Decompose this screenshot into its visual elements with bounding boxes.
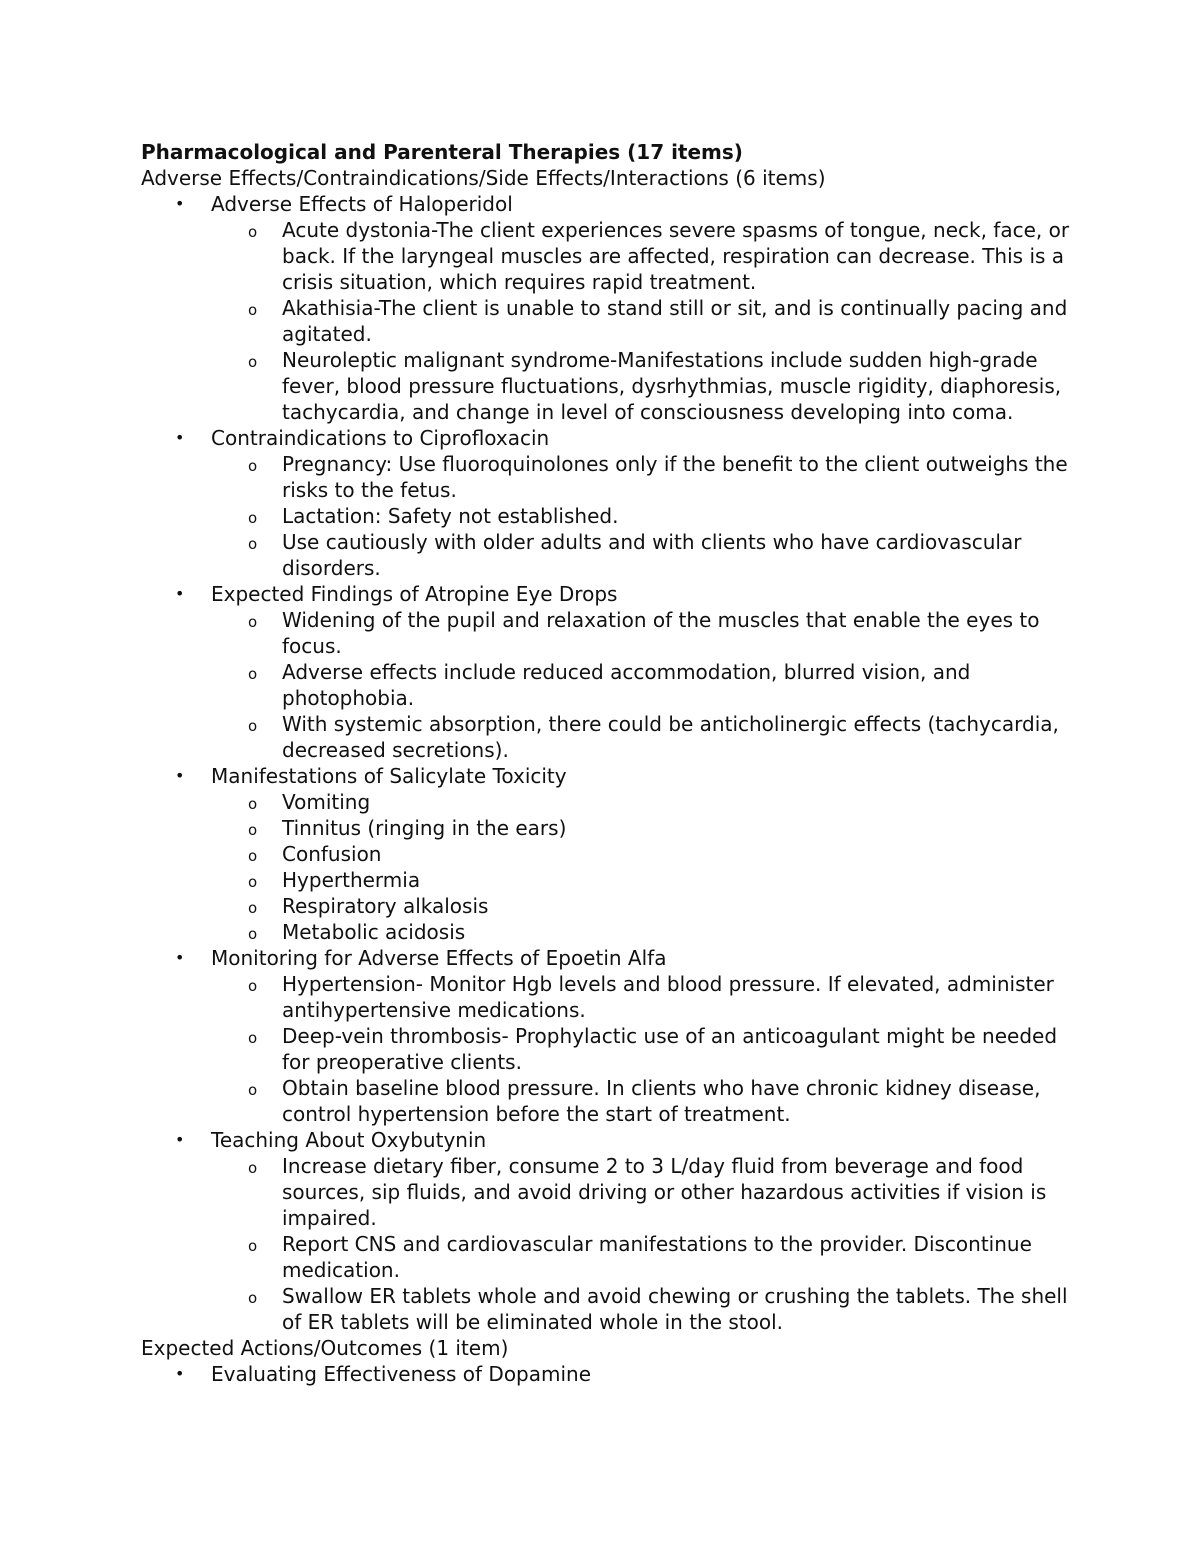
subitem-text: Acute dystonia-The client experiences severe spasms of tongue, neck, face, or back. If the laryngeal muscles are affected, respiration can decrease. This is a crisis situation, which requires rapid treatment. [282, 218, 1070, 294]
bullet-dot-icon: • [175, 766, 185, 785]
bullet-circle-icon: o [248, 301, 258, 319]
bullet-circle-icon: o [248, 1029, 258, 1047]
subitem-text: Obtain baseline blood pressure. In clients who have chronic kidney disease, control hypertension before the start of treatment. [282, 1076, 1041, 1126]
subitem [248, 815, 1071, 841]
subitem [248, 451, 1071, 503]
bullet-circle-icon: o [248, 613, 258, 631]
bullet-dot-icon: • [175, 1364, 185, 1383]
subitem [248, 919, 1071, 945]
bullet-circle-icon: o [248, 353, 258, 371]
bullet-circle-icon: o [248, 1237, 258, 1255]
subitem [248, 711, 1071, 763]
subitem-list [211, 1153, 1071, 1335]
subitem-text: Adverse effects include reduced accommodation, blurred vision, and photophobia. [282, 660, 971, 710]
bullet-circle-icon: o [248, 665, 258, 683]
subitem [248, 789, 1071, 815]
subitem-list [211, 789, 1071, 945]
subitem [248, 529, 1071, 581]
section-heading: Expected Actions/Outcomes (1 item) [141, 1336, 509, 1360]
topic-label: Monitoring for Adverse Effects of Epoetin Alfa [211, 946, 667, 970]
subitem [248, 503, 1071, 529]
subitem [248, 1283, 1071, 1335]
topic-label: Contraindications to Ciprofloxacin [211, 426, 550, 450]
subitem-text: With systemic absorption, there could be anticholinergic effects (tachycardia, decreased secretions). [282, 712, 1059, 762]
topic-list [141, 191, 1071, 1335]
subitem-text: Widening of the pupil and relaxation of the muscles that enable the eyes to focus. [282, 608, 1040, 658]
bullet-circle-icon: o [248, 223, 258, 241]
subitem [248, 867, 1071, 893]
bullet-circle-icon: o [248, 847, 258, 865]
topic-item [175, 1127, 1071, 1335]
subitem [248, 1153, 1071, 1231]
bullet-dot-icon: • [175, 948, 185, 967]
subitem-text: Lactation: Safety not established. [282, 504, 619, 528]
bullet-circle-icon: o [248, 1159, 258, 1177]
subitem-text: Tinnitus (ringing in the ears) [282, 816, 567, 840]
topic-item [175, 763, 1071, 945]
topic-label: Expected Findings of Atropine Eye Drops [211, 582, 618, 606]
bullet-dot-icon: • [175, 428, 185, 447]
subitem [248, 1023, 1071, 1075]
subitem [248, 971, 1071, 1023]
topic-list [141, 1361, 1071, 1387]
topic-item [175, 581, 1071, 763]
bullet-circle-icon: o [248, 457, 258, 475]
topic-label: Adverse Effects of Haloperidol [211, 192, 513, 216]
topic-item [175, 425, 1071, 581]
topic-label: Teaching About Oxybutynin [211, 1128, 487, 1152]
subitem-text: Respiratory alkalosis [282, 894, 489, 918]
bullet-circle-icon: o [248, 1081, 258, 1099]
subitem-text: Metabolic acidosis [282, 920, 466, 944]
subitem-list [211, 607, 1071, 763]
subitem [248, 893, 1071, 919]
subitem [248, 841, 1071, 867]
subitem [248, 1231, 1071, 1283]
subitem-text: Confusion [282, 842, 382, 866]
bullet-dot-icon: • [175, 1130, 185, 1149]
bullet-dot-icon: • [175, 584, 185, 603]
bullet-circle-icon: o [248, 535, 258, 553]
subitem [248, 347, 1071, 425]
bullet-circle-icon: o [248, 717, 258, 735]
subitem-text: Use cautiously with older adults and with clients who have cardiovascular disorders. [282, 530, 1022, 580]
subitem-list [211, 217, 1071, 425]
topic-label: Manifestations of Salicylate Toxicity [211, 764, 567, 788]
subitem-text: Swallow ER tablets whole and avoid chewing or crushing the tablets. The shell of ER tablets will be eliminated whole in the stool. [282, 1284, 1068, 1334]
subitem-list [211, 451, 1071, 581]
subitem-text: Hypertension- Monitor Hgb levels and blood pressure. If elevated, administer antihypertensive medications. [282, 972, 1054, 1022]
bullet-circle-icon: o [248, 873, 258, 891]
document-sections [141, 165, 1071, 1387]
bullet-circle-icon: o [248, 509, 258, 527]
subitem-text: Deep-vein thrombosis- Prophylactic use of an anticoagulant might be needed for preoperative clients. [282, 1024, 1058, 1074]
subitem [248, 1075, 1071, 1127]
bullet-circle-icon: o [248, 925, 258, 943]
subitem [248, 659, 1071, 711]
subitem [248, 217, 1071, 295]
subitem-text: Akathisia-The client is unable to stand still or sit, and is continually pacing and agitated. [282, 296, 1068, 346]
subitem-text: Increase dietary fiber, consume 2 to 3 L/day fluid from beverage and food sources, sip fluids, and avoid driving or other hazardous activities if vision is impaired. [282, 1154, 1047, 1230]
bullet-circle-icon: o [248, 795, 258, 813]
subitem-text: Hyperthermia [282, 868, 421, 892]
bullet-circle-icon: o [248, 977, 258, 995]
subitem-list [211, 971, 1071, 1127]
subitem-text: Report CNS and cardiovascular manifestations to the provider. Discontinue medication. [282, 1232, 1032, 1282]
subitem [248, 295, 1071, 347]
bullet-circle-icon: o [248, 899, 258, 917]
topic-item [175, 945, 1071, 1127]
subitem [248, 607, 1071, 659]
subitem-text: Vomiting [282, 790, 371, 814]
topic-item [175, 191, 1071, 425]
bullet-dot-icon: • [175, 194, 185, 213]
section-heading: Adverse Effects/Contraindications/Side Effects/Interactions (6 items) [141, 166, 826, 190]
subitem-text: Pregnancy: Use fluoroquinolones only if the benefit to the client outweighs the risks to the fetus. [282, 452, 1068, 502]
document-page [141, 139, 1071, 1387]
topic-item [175, 1361, 1071, 1387]
topic-label: Evaluating Effectiveness of Dopamine [211, 1362, 592, 1386]
document-title: Pharmacological and Parenteral Therapies (17 items) [141, 140, 743, 164]
bullet-circle-icon: o [248, 821, 258, 839]
bullet-circle-icon: o [248, 1289, 258, 1307]
subitem-text: Neuroleptic malignant syndrome-Manifestations include sudden high-grade fever, blood pressure fluctuations, dysrhythmias, muscle rigidity, diaphoresis, tachycardia, and change in level of consciousness developing into coma. [282, 348, 1062, 424]
